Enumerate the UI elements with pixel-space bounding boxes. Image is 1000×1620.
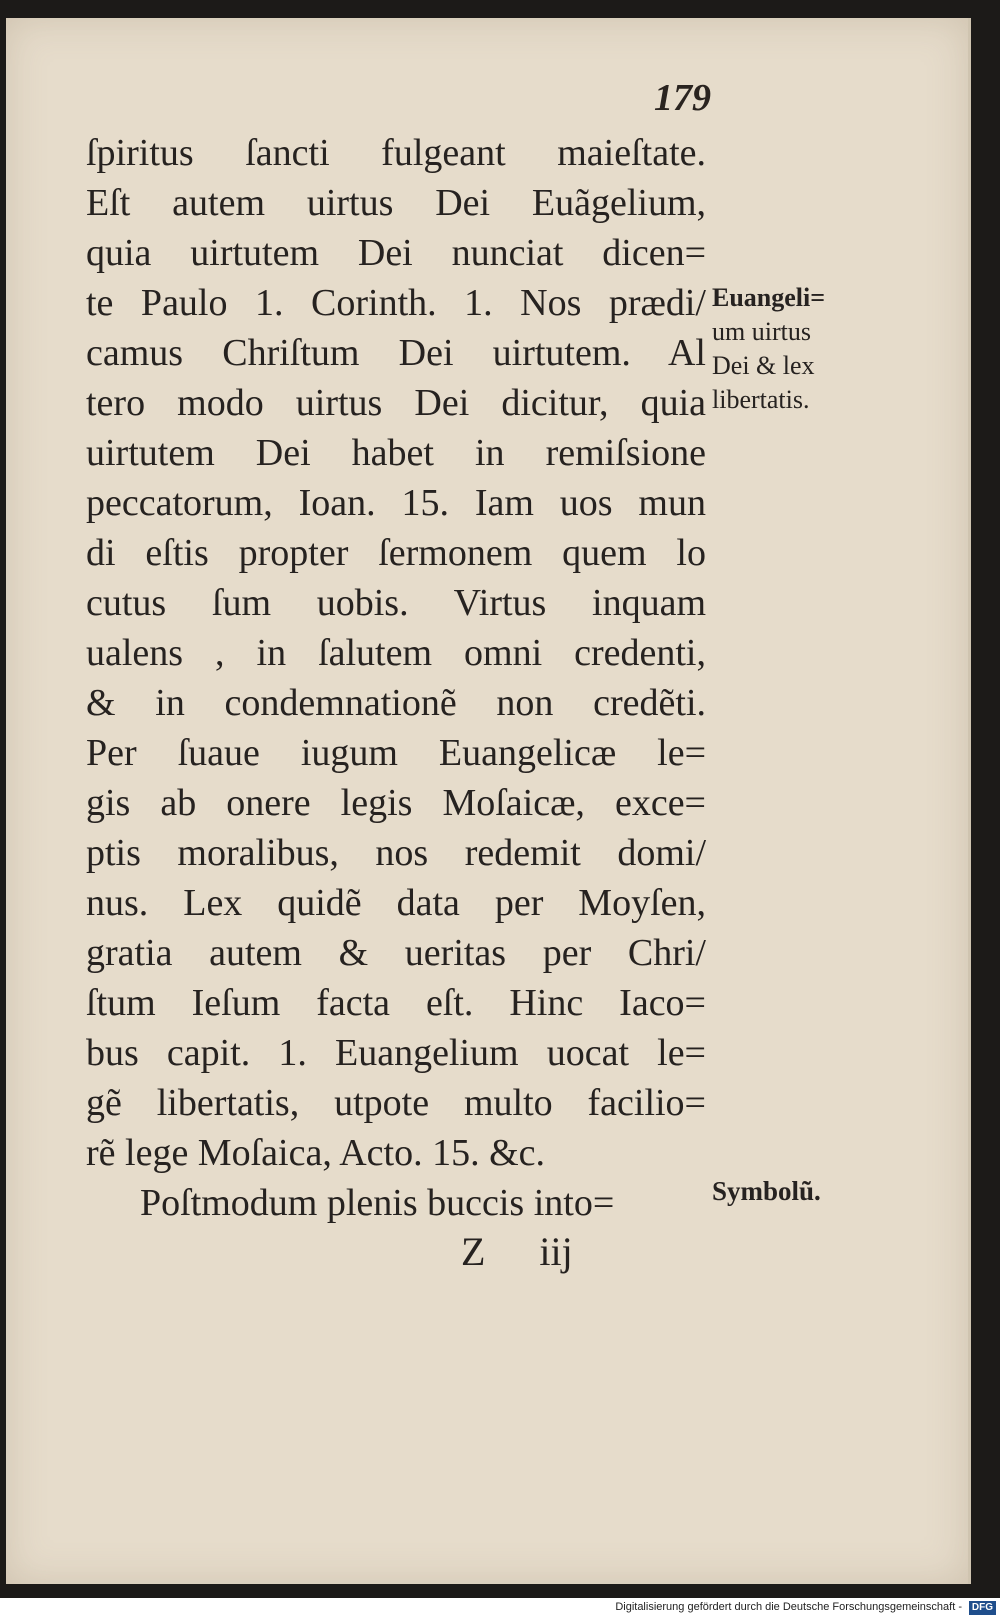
marginal-note <box>712 281 825 417</box>
text-line: ſtum Ieſum facta eſt. Hinc Iaco= <box>86 982 706 1024</box>
marginal-note-symbolum: Symbolũ. <box>712 1176 821 1206</box>
text-line: cutus ſum uobis. Virtus inquam <box>86 582 706 624</box>
text-line: rẽ lege Moſaica, Acto. 15. &c. <box>86 1132 546 1174</box>
text-line: peccatorum, Ioan. 15. Iam uos mun <box>86 482 706 524</box>
book-page <box>6 18 971 1584</box>
text-line: te Paulo 1. Corinth. 1. Nos prædi/ <box>86 282 706 324</box>
text-line: Per ſuaue iugum Euangelicæ le= <box>86 732 706 774</box>
text-line: Eſt autem uirtus Dei Euãgelium, <box>86 182 706 224</box>
text-line: nus. Lex quidẽ data per Moyſen, <box>86 882 706 924</box>
dfg-logo: DFG <box>969 1601 996 1615</box>
footer-credit-bar <box>0 1598 1000 1620</box>
footer-credit: Digitalisierung gefördert durch die Deutsche Forschungsgemeinschaft - <box>615 1601 962 1613</box>
page-number: 179 <box>654 77 711 119</box>
body-text <box>86 128 706 1228</box>
marginal-note-line: libertatis. <box>712 385 810 414</box>
text-line: tero modo uirtus Dei dicitur, quia <box>86 382 706 424</box>
signature-mark: Z iij <box>461 1229 573 1274</box>
text-line: & in condemnationẽ non credẽti. <box>86 682 706 724</box>
marginal-note-line: Dei & lex <box>712 351 815 380</box>
text-line: uirtutem Dei habet in remiſsione <box>86 432 706 474</box>
marginal-note-line: um uirtus <box>712 317 811 346</box>
text-line: ualens , in ſalutem omni credenti, <box>86 632 706 674</box>
text-line: ptis moralibus, nos redemit domi/ <box>86 832 706 874</box>
marginal-note-line: Euangeli= <box>712 283 826 312</box>
text-line: quia uirtutem Dei nunciat dicen= <box>86 232 706 274</box>
text-line: gẽ libertatis, utpote multo facilio= <box>86 1082 706 1124</box>
text-line: Poſtmodum plenis buccis into= <box>140 1182 615 1224</box>
text-line: gratia autem & ueritas per Chri/ <box>86 932 706 974</box>
text-line: di eſtis propter ſermonem quem lo <box>86 532 706 574</box>
text-line: gis ab onere legis Moſaicæ, exce= <box>86 782 706 824</box>
text-line: camus Chriſtum Dei uirtutem. Al <box>86 332 706 374</box>
text-line: bus capit. 1. Euangelium uocat le= <box>86 1032 706 1074</box>
text-line: ſpiritus ſancti fulgeant maieſtate. <box>86 132 706 174</box>
